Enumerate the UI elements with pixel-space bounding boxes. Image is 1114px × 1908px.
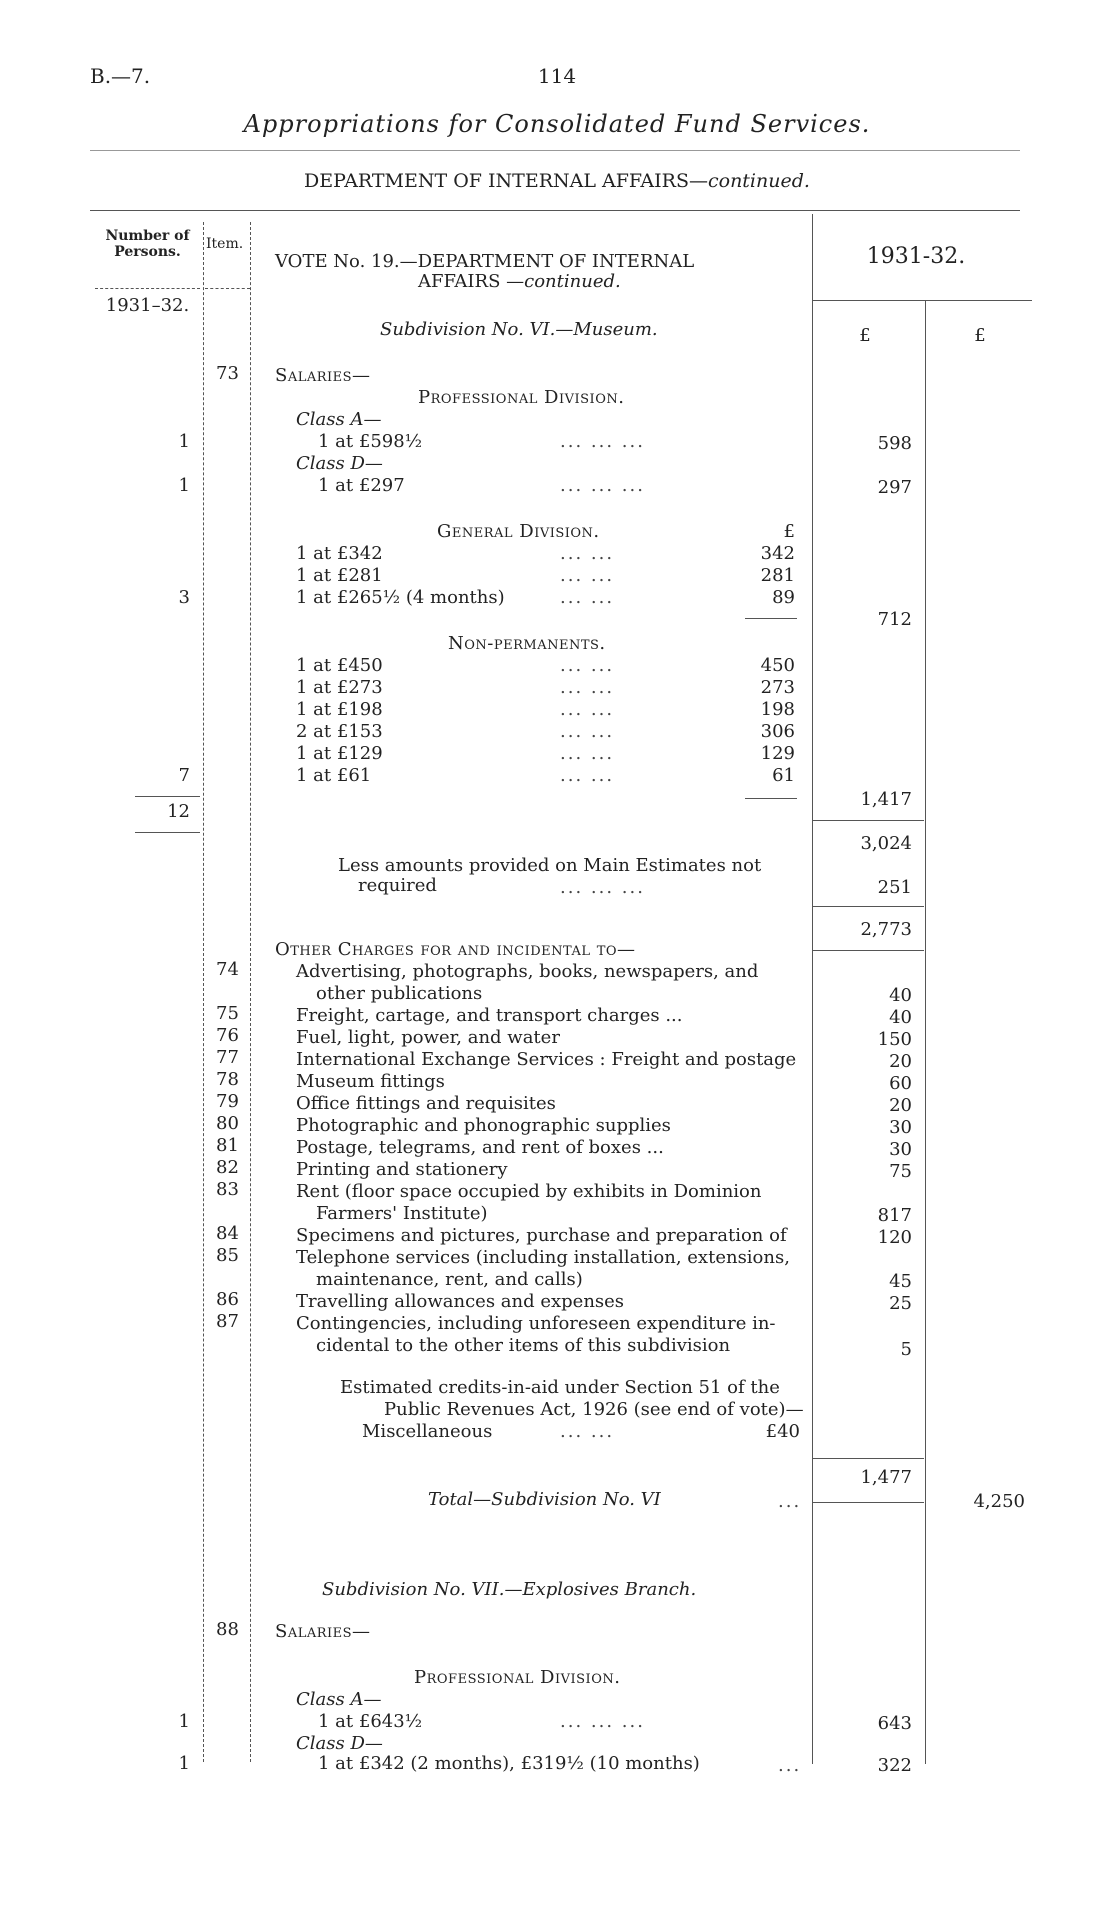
non-permanents-subtotal-rule xyxy=(745,798,797,799)
class-a-heading: Class A— xyxy=(296,409,382,430)
other-charges-heading: Other Charges for and incidental to— xyxy=(275,939,636,960)
charge-amount: 40 xyxy=(889,1007,912,1028)
charge-item-number: 85 xyxy=(216,1245,239,1266)
charge-amount: 45 xyxy=(889,1271,912,1292)
subdivision-6-heading: Subdivision No. VI.—Museum. xyxy=(380,319,658,340)
non-permanent-row-desc: 2 at £153 xyxy=(296,721,383,742)
salaries-item-number: 88 xyxy=(216,1619,239,1640)
charge-description: Photographic and phonographic supplies xyxy=(296,1115,671,1136)
charge-item-number: 74 xyxy=(216,959,239,980)
charge-amount: 25 xyxy=(889,1293,912,1314)
year-header-right: 1931-32. xyxy=(866,244,966,269)
charge-amount: 30 xyxy=(889,1139,912,1160)
charge-item-number: 79 xyxy=(216,1091,239,1112)
charge-item-number: 78 xyxy=(216,1069,239,1090)
charge-amount: 20 xyxy=(889,1095,912,1116)
charge-item-number: 86 xyxy=(216,1289,239,1310)
class-a-line: 1 at £598½ xyxy=(318,431,423,452)
charge-description: Postage, telegrams, and rent of boxes ... xyxy=(296,1137,664,1158)
general-row-desc: 1 at £265½ (4 months) xyxy=(296,587,505,608)
leader-dots: ... ... xyxy=(560,565,615,586)
salaries-net-total: 2,773 xyxy=(860,919,912,940)
credits-in-aid-misc: Miscellaneous xyxy=(362,1421,493,1442)
leader-dots: ... ... xyxy=(560,655,615,676)
report-reference: B.—7. xyxy=(90,64,151,88)
class-d-amount: 322 xyxy=(877,1755,912,1776)
charge-item-number: 84 xyxy=(216,1223,239,1244)
leader-dots: ... ... ... xyxy=(560,877,645,898)
persons-total-rule-bottom xyxy=(135,832,200,833)
vote-heading-affairs: AFFAIRS — xyxy=(418,271,525,292)
charge-description: Fuel, light, power, and water xyxy=(296,1027,560,1048)
non-permanent-row-amount: 273 xyxy=(760,677,795,698)
class-a-persons: 1 xyxy=(178,431,190,452)
item-column-line xyxy=(250,222,251,1762)
charge-description: Freight, cartage, and transport charges ... xyxy=(296,1005,683,1026)
leader-dots: ... ... ... xyxy=(560,1711,645,1732)
page-title: Appropriations for Consolidated Fund Services. xyxy=(243,110,871,138)
general-division-persons: 3 xyxy=(178,587,190,608)
class-d-line: 1 at £297 xyxy=(318,475,405,496)
non-permanent-row-amount: 129 xyxy=(760,743,795,764)
non-permanents-total: 1,417 xyxy=(860,789,912,810)
class-d-heading: Class D— xyxy=(296,453,383,474)
professional-division-heading: Professional Division. xyxy=(414,1667,621,1688)
non-permanent-row-amount: 450 xyxy=(760,655,795,676)
charge-item-number: 87 xyxy=(216,1311,239,1332)
non-permanent-row-amount: 198 xyxy=(760,699,795,720)
charge-description: Specimens and pictures, purchase and preparation of xyxy=(296,1225,787,1246)
non-permanent-row-desc: 1 at £273 xyxy=(296,677,383,698)
leader-dots: ... ... ... xyxy=(560,475,645,496)
leader-dots: ... ... xyxy=(560,543,615,564)
leader-dots: ... ... xyxy=(560,677,615,698)
charge-item-number: 82 xyxy=(216,1157,239,1178)
leader-dots: ... ... xyxy=(560,587,615,608)
salaries-net-rule-bottom xyxy=(812,950,924,951)
leader-dots: ... xyxy=(778,1755,802,1776)
general-row-amount: 281 xyxy=(760,565,795,586)
less-amounts-line2: required xyxy=(358,875,437,896)
amount-column-line xyxy=(812,214,813,1764)
class-a-amount: 643 xyxy=(877,1713,912,1734)
persons-total: 12 xyxy=(167,801,190,822)
charge-amount: 30 xyxy=(889,1117,912,1138)
charge-description: Contingencies, including unforeseen expenditure in- xyxy=(296,1313,776,1334)
class-a-amount: 598 xyxy=(877,433,912,454)
department-name: DEPARTMENT OF INTERNAL AFFAIRS— xyxy=(304,170,708,192)
charge-description: Printing and stationery xyxy=(296,1159,508,1180)
charge-description-cont: maintenance, rent, and calls) xyxy=(316,1269,583,1290)
non-permanent-row-desc: 1 at £450 xyxy=(296,655,383,676)
salaries-net-rule xyxy=(812,906,924,907)
non-permanent-row-desc: 1 at £129 xyxy=(296,743,383,764)
vote-heading-line2 xyxy=(418,272,621,292)
item-header-rule xyxy=(205,288,250,289)
non-permanent-row-desc: 1 at £61 xyxy=(296,765,372,786)
general-pound-sign: £ xyxy=(783,521,795,542)
class-d-persons: 1 xyxy=(178,475,190,496)
year-header-rule xyxy=(812,300,1032,301)
non-permanent-row-amount: 61 xyxy=(772,765,795,786)
charge-item-number: 81 xyxy=(216,1135,239,1156)
salaries-heading: Salaries— xyxy=(275,365,371,386)
less-amounts-value: 251 xyxy=(877,877,912,898)
salaries-item-number: 73 xyxy=(216,363,239,384)
page-number: 114 xyxy=(537,64,577,88)
leader-dots: ... ... xyxy=(560,743,615,764)
class-d-persons: 1 xyxy=(178,1753,190,1774)
charge-description: Advertising, photographs, books, newspapers, and xyxy=(296,961,759,982)
other-charges-total-rule xyxy=(812,1458,924,1459)
charge-description-cont: Farmers' Institute) xyxy=(316,1203,488,1224)
class-a-persons: 1 xyxy=(178,1711,190,1732)
leader-dots: ... ... xyxy=(560,765,615,786)
charge-item-number: 83 xyxy=(216,1179,239,1200)
amount-column-line2 xyxy=(925,300,926,1764)
item-column-header: Item. xyxy=(206,236,244,252)
vote-heading-line1: VOTE No. 19.—DEPARTMENT OF INTERNAL xyxy=(275,251,695,272)
other-charges-total: 1,477 xyxy=(860,1467,912,1488)
general-row-amount: 342 xyxy=(760,543,795,564)
charge-item-number: 77 xyxy=(216,1047,239,1068)
credits-in-aid-amount: £40 xyxy=(765,1421,800,1442)
header-top-rule xyxy=(90,210,1020,211)
class-a-heading: Class A— xyxy=(296,1689,382,1710)
leader-dots: ... xyxy=(778,1491,802,1512)
charge-amount: 817 xyxy=(877,1205,912,1226)
leader-dots: ... ... xyxy=(560,721,615,742)
charge-item-number: 80 xyxy=(216,1113,239,1134)
credits-in-aid-line1: Estimated credits-in-aid under Section 51 of the xyxy=(340,1377,780,1398)
title-rule xyxy=(90,150,1020,151)
pound-column2-header: £ xyxy=(974,325,986,346)
general-row-desc: 1 at £342 xyxy=(296,543,383,564)
credits-in-aid-line2: Public Revenues Act, 1926 (see end of vote)— xyxy=(384,1399,804,1420)
class-d-line: 1 at £342 (2 months), £319½ (10 months) xyxy=(318,1753,700,1774)
non-permanents-heading: Non-permanents. xyxy=(448,633,606,654)
charge-description: International Exchange Services : Freight and postage xyxy=(296,1049,797,1070)
leader-dots: ... ... ... xyxy=(560,431,645,452)
non-permanents-persons: 7 xyxy=(178,765,190,786)
general-row-amount: 89 xyxy=(772,587,795,608)
salaries-gross-total: 3,024 xyxy=(860,833,912,854)
charge-description: Telephone services (including installation, extensions, xyxy=(296,1247,790,1268)
salaries-gross-rule xyxy=(812,820,924,821)
charge-amount: 40 xyxy=(889,985,912,1006)
subdivision-7-heading: Subdivision No. VII.—Explosives Branch. xyxy=(322,1579,697,1600)
persons-header-rule xyxy=(95,288,200,289)
charge-amount: 150 xyxy=(877,1029,912,1050)
charge-description: Travelling allowances and expenses xyxy=(296,1291,625,1312)
charge-description: Museum fittings xyxy=(296,1071,445,1092)
persons-column-header: Number of Persons. xyxy=(105,228,190,260)
vote-heading-continued: continued. xyxy=(524,271,621,292)
charge-description-cont: cidental to the other items of this subdivision xyxy=(316,1335,731,1356)
salaries-heading: Salaries— xyxy=(275,1621,371,1642)
class-a-line: 1 at £643½ xyxy=(318,1711,423,1732)
class-d-amount: 297 xyxy=(877,477,912,498)
charge-description-cont: other publications xyxy=(316,983,483,1004)
charge-description: Office fittings and requisites xyxy=(296,1093,556,1114)
charge-item-number: 76 xyxy=(216,1025,239,1046)
charge-amount: 20 xyxy=(889,1051,912,1072)
charge-description: Rent (floor space occupied by exhibits in Dominion xyxy=(296,1181,762,1202)
charge-amount: 5 xyxy=(900,1339,912,1360)
subdivision-6-total-label: Total—Subdivision No. VI xyxy=(428,1489,661,1510)
charge-amount: 120 xyxy=(877,1227,912,1248)
less-amounts-line1: Less amounts provided on Main Estimates not xyxy=(338,855,762,876)
year-header-left: 1931–32. xyxy=(105,295,190,316)
class-d-heading: Class D— xyxy=(296,1733,383,1754)
subdivision-6-total-rule xyxy=(812,1502,924,1503)
persons-column-line xyxy=(203,222,204,1762)
charge-amount: 75 xyxy=(889,1161,912,1182)
general-division-heading: General Division. xyxy=(437,521,600,542)
non-permanent-row-desc: 1 at £198 xyxy=(296,699,383,720)
general-row-desc: 1 at £281 xyxy=(296,565,383,586)
non-permanent-row-amount: 306 xyxy=(760,721,795,742)
professional-division-heading: Professional Division. xyxy=(418,387,625,408)
department-continued: continued. xyxy=(707,170,810,192)
general-division-total: 712 xyxy=(877,609,912,630)
charge-amount: 60 xyxy=(889,1073,912,1094)
subdivision-6-total: 4,250 xyxy=(973,1491,1025,1512)
department-heading xyxy=(0,170,1114,192)
leader-dots: ... ... xyxy=(560,699,615,720)
persons-total-rule-top xyxy=(135,796,200,797)
general-subtotal-rule xyxy=(745,618,797,619)
pound-column1-header: £ xyxy=(859,325,871,346)
charge-item-number: 75 xyxy=(216,1003,239,1024)
leader-dots: ... ... xyxy=(560,1421,615,1442)
